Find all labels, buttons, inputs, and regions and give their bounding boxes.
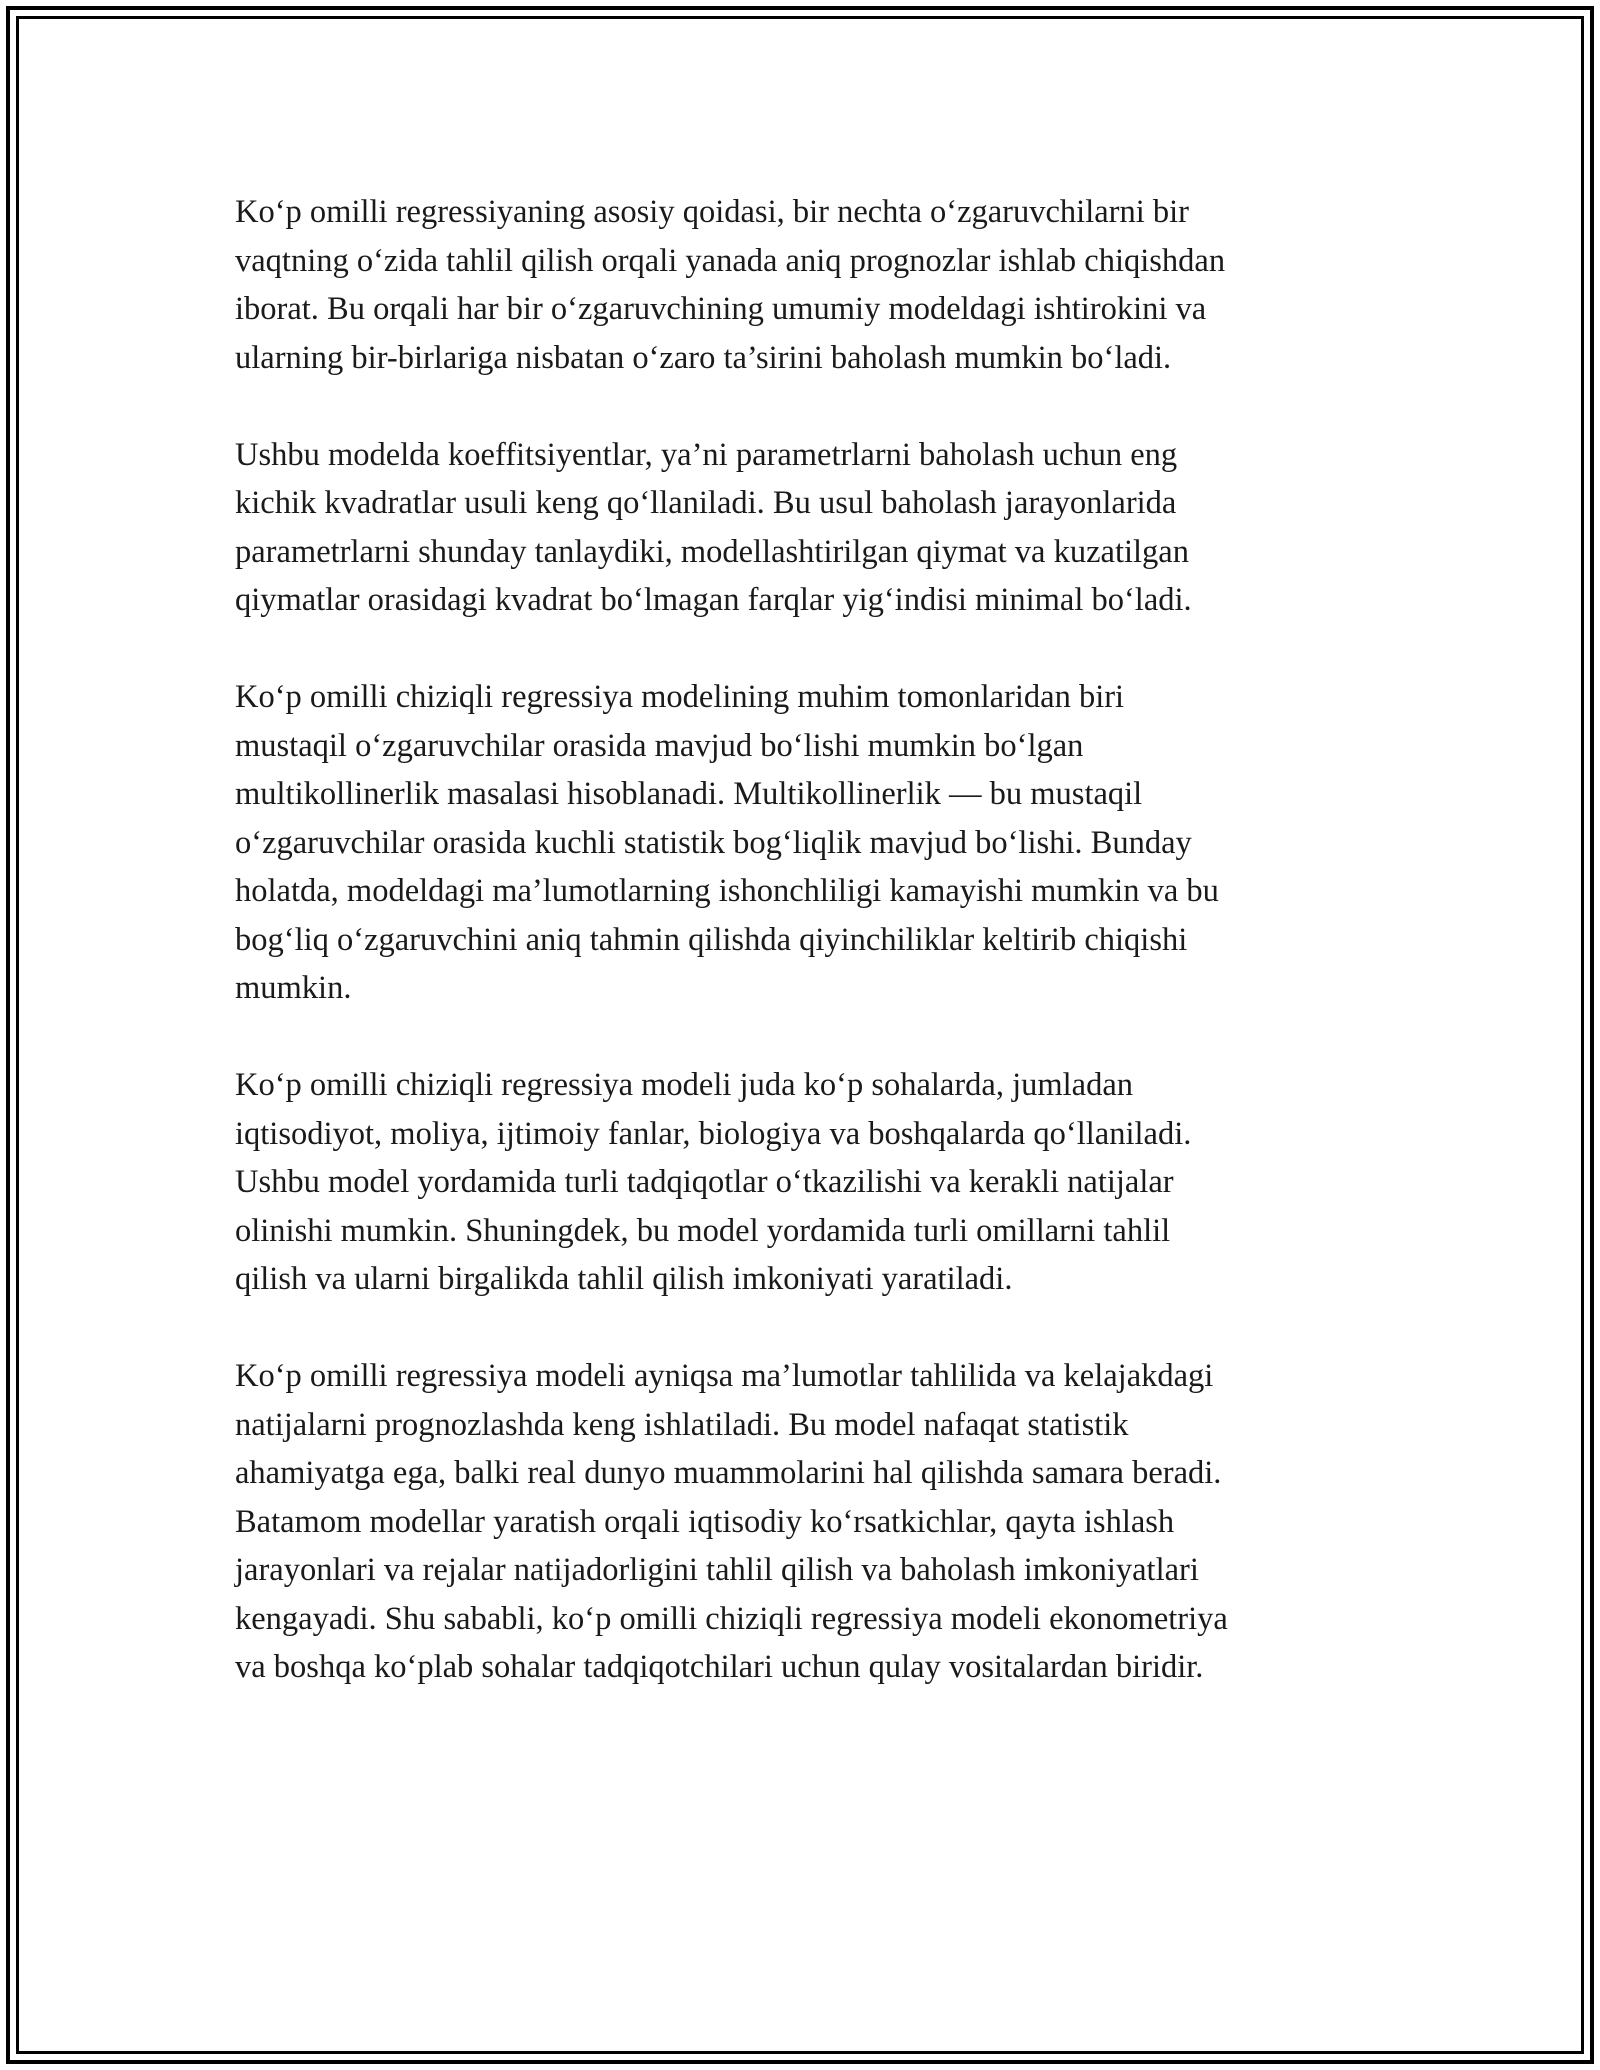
paragraph-forecasting: Koʻp omilli regressiya modeli ayniqsa ma’lumotlar tahlilida va kelajakdagi natijalarni prognozlashda keng ishlatiladi. Bu model nafaqat statistik ahamiyatga ega, balki real dunyo muammolarini hal qilishda samara beradi. Batamom modellar yaratish orqali iqtisodiy koʻrsatkichlar, qayta ishlash jarayonlari va rejalar natijadorligini tahlil qilish va baholash imkoniyatlari kengayadi. Shu sababli, koʻp omilli chiziqli regressiya modeli ekonometriya va boshqa koʻplab sohalar tadqiqotchilari uchun qulay vositalardan biridir. (235, 1358, 1228, 1685)
paragraph-multiple-regression-principle: Koʻp omilli regressiyaning asosiy qoidasi, bir nechta oʻzgaruvchilarni bir vaqtning oʻzida tahlil qilish orqali yanada aniq prognozlar ishlab chiqishdan iborat. Bu orqali har bir oʻzgaruvchining umumiy modeldagi ishtirokini va ularning bir-birlariga nisbatan oʻzaro ta’sirini baholash mumkin boʻladi. (235, 194, 1226, 376)
paragraph-multicollinearity: Koʻp omilli chiziqli regressiya modelining muhim tomonlaridan biri mustaqil oʻzgaruvchilar orasida mavjud boʻlishi mumkin boʻlgan multikollinerlik masalasi hisoblanadi. Multikollinerlik — bu mustaqil oʻzgaruvchilar orasida kuchli statistik bogʻliqlik mavjud boʻlishi. Bunday holatda, modeldagi ma’lumotlarning ishonchliligi kamayishi mumkin va bu bogʻliq oʻzgaruvchini aniq tahmin qilishda qiyinchiliklar keltirib chiqishi mumkin. (235, 679, 1219, 1006)
paragraph-least-squares: Ushbu modelda koeffitsiyentlar, ya’ni parametrlarni baholash uchun eng kichik kvadratlar usuli keng qoʻllaniladi. Bu usul baholash jarayonlarida parametrlarni shunday tanlaydiki, modellashtirilgan qiymat va kuzatilgan qiymatlar orasidagi kvadrat boʻlmagan farqlar yigʻindisi minimal boʻladi. (235, 436, 1192, 618)
document-body (235, 188, 1370, 1740)
paragraph-applications: Koʻp omilli chiziqli regressiya modeli juda koʻp sohalarda, jumladan iqtisodiyot, moliya, ijtimoiy fanlar, biologiya va boshqalarda qoʻllaniladi. Ushbu model yordamida turli tadqiqotlar oʻtkazilishi va kerakli natijalar olinishi mumkin. Shuningdek, bu model yordamida turli omillarni tahlil qilish va ularni birgalikda tahlil qilish imkoniyati yaratiladi. (235, 1067, 1192, 1297)
